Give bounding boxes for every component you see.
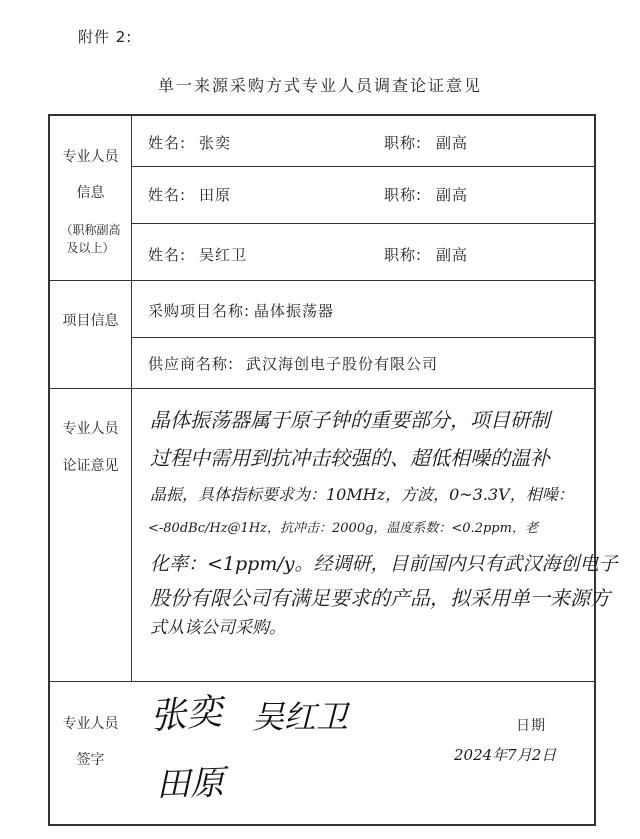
date-label: 日期 <box>516 718 546 734</box>
name-label: 姓名: <box>148 186 187 204</box>
experts-section-note-2: 及以上） <box>66 241 115 255</box>
experts-section-label: 专业人员 <box>62 149 119 165</box>
title-label: 职称: <box>384 246 423 264</box>
experts-section-note: （职称副高 <box>60 223 121 237</box>
supplier-label: 供应商名称: <box>148 355 235 373</box>
opinion-line: 式从该公司采购。 <box>150 618 286 638</box>
expert-name: 田原 <box>199 186 232 204</box>
expert-rank: 副高 <box>436 186 469 204</box>
signature-wu: 吴红卫 <box>252 698 349 736</box>
opinion-section-label: 专业人员 <box>62 421 119 437</box>
project-name: 晶体振荡器 <box>254 302 335 320</box>
section-divider <box>50 388 596 389</box>
opinion-line: 过程中需用到抗冲击较强的、超低相噪的温补 <box>150 446 550 470</box>
title-label: 职称: <box>384 134 423 152</box>
document-title: 单一来源采购方式专业人员调查论证意见 <box>157 76 482 95</box>
opinion-line: 晶体振荡器属于原子钟的重要部分，项目研制 <box>150 408 550 432</box>
section-divider <box>50 280 596 281</box>
experts-section-label-2: 信息 <box>76 185 105 201</box>
title-label: 职称: <box>384 186 423 204</box>
opinion-line: 化率：<1ppm/y。经调研，目前国内只有武汉海创电子 <box>150 553 618 575</box>
date-value: 2024年7月2日 <box>454 746 557 764</box>
project-section-label: 项目信息 <box>62 313 119 329</box>
section-divider <box>50 681 596 682</box>
project-name-label: 采购项目名称: <box>148 302 251 320</box>
attachment-label: 附件 2: <box>78 28 133 46</box>
signature-zhang: 张奕 <box>148 691 224 738</box>
column-divider <box>131 116 132 682</box>
opinion-line: <-80dBc/Hz@1Hz，抗冲击：2000g，温度系数：<0.2ppm，老 <box>148 521 538 536</box>
opinion-line: 股份有限公司有满足要求的产品，拟采用单一来源方 <box>150 586 610 610</box>
signature-section-label-2: 签字 <box>76 752 105 768</box>
supplier-name: 武汉海创电子股份有限公司 <box>246 355 439 373</box>
expert-rank: 副高 <box>436 246 469 264</box>
row-divider <box>131 337 596 338</box>
name-label: 姓名: <box>148 246 187 264</box>
signature-tian: 田原 <box>155 762 225 806</box>
expert-name: 吴红卫 <box>199 246 248 264</box>
expert-name: 张奕 <box>199 134 232 152</box>
row-divider <box>131 223 596 224</box>
expert-rank: 副高 <box>436 134 469 152</box>
opinion-form-table <box>48 114 618 826</box>
name-label: 姓名: <box>148 134 187 152</box>
signature-section-label: 专业人员 <box>62 716 119 732</box>
row-divider <box>131 166 596 167</box>
opinion-line: 晶振，具体指标要求为：10MHz，方波，0~3.3V，相噪： <box>150 485 574 504</box>
opinion-section-label-2: 论证意见 <box>62 458 119 474</box>
